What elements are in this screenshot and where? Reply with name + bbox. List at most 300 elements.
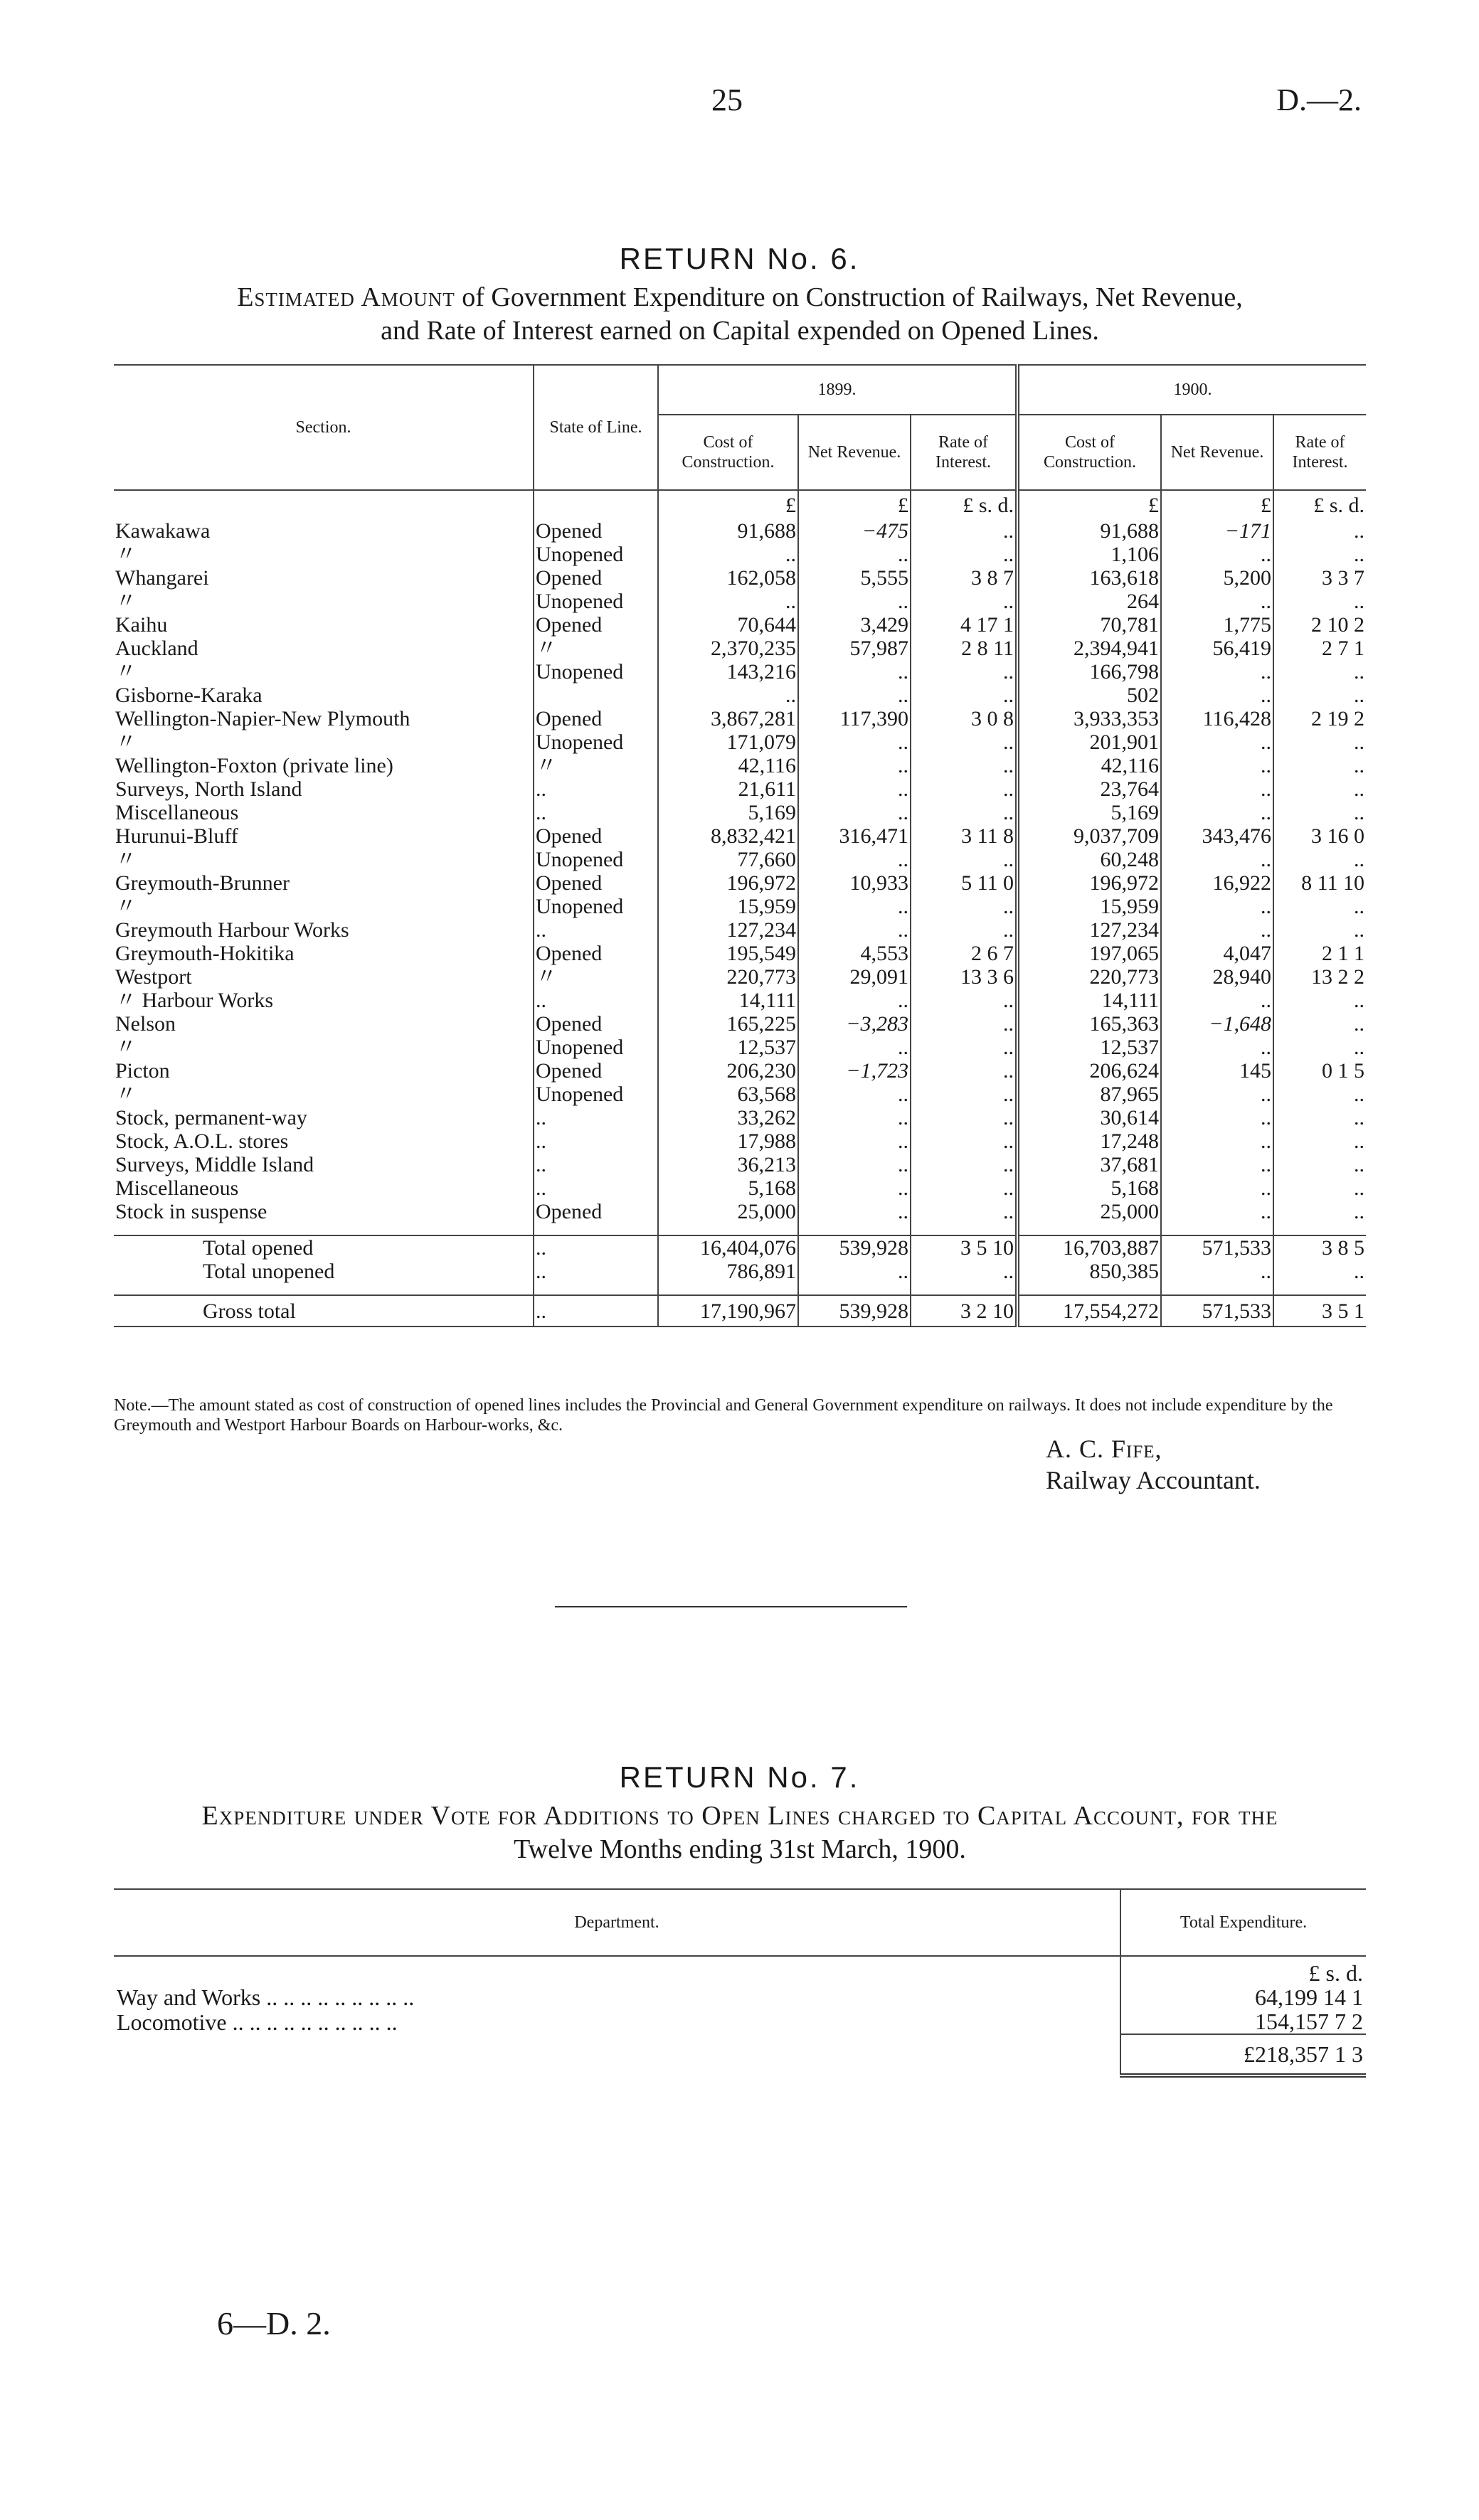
net-1899-cell: 57,987: [798, 637, 911, 660]
table-row: [114, 519, 1366, 543]
table-row: [114, 777, 1366, 801]
section-cell: 〃: [115, 730, 137, 754]
rate-1899-cell: ..: [911, 519, 1017, 543]
cost-1899-cell: 12,537: [658, 1036, 798, 1059]
cost-1900-cell: 165,363: [1017, 1012, 1161, 1036]
rate-1900-cell: 3 8 5: [1273, 1235, 1366, 1260]
state-cell: Opened: [534, 1012, 658, 1036]
rate-1899-cell: ..: [911, 543, 1017, 566]
cost-1899-cell: 220,773: [658, 965, 798, 989]
rate-1900-cell: ..: [1273, 895, 1366, 918]
section-cell: Hurunui-Bluff: [115, 824, 238, 848]
rate-1900-cell: 3 3 7: [1273, 566, 1366, 590]
state-cell: Unopened: [534, 543, 658, 566]
return-7-title: RETURN No. 7.: [619, 1760, 860, 1794]
cost-1900-cell: 12,537: [1017, 1036, 1161, 1059]
rate-1900-cell: ..: [1273, 684, 1366, 707]
rate-1900-cell: ..: [1273, 848, 1366, 871]
net-1900-cell: ..: [1161, 1200, 1273, 1223]
net-1900-cell: ..: [1161, 754, 1273, 777]
table-row: [114, 1200, 1366, 1223]
rate-1899-cell: 2 6 7: [911, 942, 1017, 965]
net-1899-cell: ..: [798, 989, 911, 1012]
cost-1900-cell: 1,106: [1017, 543, 1161, 566]
section-cell: Stock, A.O.L. stores: [115, 1129, 289, 1153]
table-row: [114, 1106, 1366, 1129]
section-cell: Kawakawa: [115, 519, 211, 543]
cost-1900-cell: 14,111: [1017, 989, 1161, 1012]
section-cell: Wellington-Foxton (private line): [115, 754, 393, 777]
section-cell: Gross total: [203, 1299, 296, 1323]
cost-1900-cell: 25,000: [1017, 1200, 1161, 1223]
rate-1899-cell: ..: [911, 1153, 1017, 1176]
net-1899-cell: ..: [798, 1260, 911, 1283]
net-1900-cell: −171: [1161, 519, 1273, 543]
net-1899-cell: ..: [798, 1153, 911, 1176]
cost-1900-cell: 5,168: [1017, 1176, 1161, 1200]
table-row: [114, 754, 1366, 777]
state-cell: Opened: [534, 519, 658, 543]
net-1900-cell: 4,047: [1161, 942, 1273, 965]
table-row: [114, 1985, 1366, 2009]
cost-1900-cell: 30,614: [1017, 1106, 1161, 1129]
rate-1900-cell: ..: [1273, 543, 1366, 566]
net-1899-cell: 539,928: [798, 1295, 911, 1327]
cost-1899-cell: 8,832,421: [658, 824, 798, 848]
cost-1899-cell: 70,644: [658, 613, 798, 637]
section-cell: Miscellaneous: [115, 801, 239, 824]
net-1899-cell: 117,390: [798, 707, 911, 730]
net-1899-cell: 4,553: [798, 942, 911, 965]
cost-1900-cell: 15,959: [1017, 895, 1161, 918]
unit-lsd: £ s. d.: [911, 490, 1017, 519]
rate-1899-cell: ..: [911, 1176, 1017, 1200]
unit-pound: £: [1017, 490, 1161, 519]
department-cell: Locomotive .. .. .. .. .. .. .. .. .. ..: [117, 2009, 398, 2035]
return-6-note: Note.—The amount stated as cost of construction of opened lines includes the Provincial and General Government expenditure on railways. It does not include expenditure by the Greymouth and Westport Harbour Boards on Harbour-works, &c.: [114, 1396, 1333, 1435]
rate-1900-cell: ..: [1273, 1083, 1366, 1106]
cost-1900-cell: 163,618: [1017, 566, 1161, 590]
state-cell: Unopened: [534, 1036, 658, 1059]
section-cell: 〃: [115, 590, 137, 613]
net-1900-cell: −1,648: [1161, 1012, 1273, 1036]
rate-1900-cell: 3 5 1: [1273, 1295, 1366, 1327]
section-cell: 〃: [115, 1083, 137, 1106]
amount-cell: 154,157 7 2: [1120, 2009, 1366, 2034]
rate-1900-cell: ..: [1273, 660, 1366, 684]
section-cell: Miscellaneous: [115, 1176, 239, 1200]
state-cell: 〃: [534, 965, 658, 989]
rate-1900-cell: ..: [1273, 1200, 1366, 1223]
state-cell: Opened: [534, 566, 658, 590]
net-1900-cell: ..: [1161, 777, 1273, 801]
net-1899-cell: ..: [798, 801, 911, 824]
rate-1899-cell: 3 0 8: [911, 707, 1017, 730]
rate-1900-cell: ..: [1273, 989, 1366, 1012]
cost-1899-cell: 195,549: [658, 942, 798, 965]
header-row-1: [114, 365, 1366, 415]
table-row: [114, 965, 1366, 989]
signature-name: A. C. Fife,: [1046, 1435, 1162, 1463]
section-cell: Auckland: [115, 637, 198, 660]
net-1899-cell: 10,933: [798, 871, 911, 895]
gross-total-row: [114, 1295, 1366, 1327]
state-cell: Unopened: [534, 848, 658, 871]
unit-pound: £: [1161, 490, 1273, 519]
section-cell: Greymouth-Hokitika: [115, 942, 295, 965]
section-cell: Greymouth Harbour Works: [115, 918, 349, 942]
net-1899-cell: −3,283: [798, 1012, 911, 1036]
rate-1900-cell: 13 2 2: [1273, 965, 1366, 989]
cost-1899-cell: 206,230: [658, 1059, 798, 1083]
spacer-row: [114, 1223, 1366, 1235]
cost-1900-cell: 502: [1017, 684, 1161, 707]
cost-1899-cell: 171,079: [658, 730, 798, 754]
table-row: [114, 895, 1366, 918]
spacer-row: [114, 1283, 1366, 1295]
cost-1900-cell: 16,703,887: [1017, 1235, 1161, 1260]
rate-1900-cell: ..: [1273, 918, 1366, 942]
units-row: [114, 490, 1366, 519]
cost-1900-cell: 60,248: [1017, 848, 1161, 871]
net-1899-cell: ..: [798, 543, 911, 566]
header-total-expenditure: Total Expenditure.: [1120, 1889, 1366, 1956]
net-1900-cell: 5,200: [1161, 566, 1273, 590]
table-row: [114, 730, 1366, 754]
rate-1900-cell: ..: [1273, 1153, 1366, 1176]
rate-1900-cell: 2 1 1: [1273, 942, 1366, 965]
section-cell: Surveys, North Island: [115, 777, 302, 801]
net-1900-cell: ..: [1161, 590, 1273, 613]
net-1900-cell: ..: [1161, 660, 1273, 684]
rate-1900-cell: ..: [1273, 590, 1366, 613]
rate-1899-cell: ..: [911, 1260, 1017, 1283]
page-number: 25: [711, 83, 743, 117]
cost-1900-cell: 850,385: [1017, 1260, 1161, 1283]
header-cost-1900: Cost of Construction.: [1017, 415, 1161, 490]
net-1900-cell: ..: [1161, 895, 1273, 918]
rate-1899-cell: ..: [911, 660, 1017, 684]
section-cell: Wellington-Napier-New Plymouth: [115, 707, 410, 730]
state-cell: Opened: [534, 1059, 658, 1083]
rate-1899-cell: ..: [911, 918, 1017, 942]
net-1900-cell: 571,533: [1161, 1295, 1273, 1327]
net-1899-cell: ..: [798, 660, 911, 684]
table-row: [114, 660, 1366, 684]
cost-1899-cell: 17,190,967: [658, 1295, 798, 1327]
total-row: [114, 2034, 1366, 2075]
rate-1899-cell: 3 11 8: [911, 824, 1017, 848]
table-row: [114, 684, 1366, 707]
net-1899-cell: ..: [798, 918, 911, 942]
state-cell: Unopened: [534, 660, 658, 684]
rate-1900-cell: ..: [1273, 801, 1366, 824]
rate-1900-cell: 3 16 0: [1273, 824, 1366, 848]
section-cell: Stock, permanent-way: [115, 1106, 307, 1129]
state-cell: Opened: [534, 824, 658, 848]
rate-1899-cell: ..: [911, 1129, 1017, 1153]
net-1900-cell: 16,922: [1161, 871, 1273, 895]
total-row: [114, 1235, 1366, 1260]
cost-1899-cell: 33,262: [658, 1106, 798, 1129]
rate-1899-cell: ..: [911, 590, 1017, 613]
rate-1899-cell: ..: [911, 1106, 1017, 1129]
net-1900-cell: ..: [1161, 1176, 1273, 1200]
section-cell: 〃: [115, 1036, 137, 1059]
department-cell: Way and Works .. .. .. .. .. .. .. .. ..: [117, 1984, 415, 2010]
heading-smallcaps: Estimated Amount: [237, 282, 455, 312]
header-year-1899: 1899.: [658, 365, 1017, 415]
cost-1899-cell: 16,404,076: [658, 1235, 798, 1260]
rate-1900-cell: 2 7 1: [1273, 637, 1366, 660]
section-cell: Kaihu: [115, 613, 168, 637]
cost-1899-cell: 162,058: [658, 566, 798, 590]
table-row: [114, 824, 1366, 848]
net-1900-cell: 28,940: [1161, 965, 1273, 989]
table-row: [114, 801, 1366, 824]
return-7-header: [114, 1889, 1366, 1956]
table-row: [114, 918, 1366, 942]
section-cell: 〃: [115, 895, 137, 918]
state-cell: ..: [534, 777, 658, 801]
state-cell: Opened: [534, 871, 658, 895]
section-cell: Picton: [115, 1059, 170, 1083]
table-row: [114, 1083, 1366, 1106]
heading-line1-rest: of Government Expenditure on Construction of Railways, Net Revenue,: [455, 282, 1243, 312]
rate-1899-cell: ..: [911, 754, 1017, 777]
net-1900-cell: 343,476: [1161, 824, 1273, 848]
net-1900-cell: 116,428: [1161, 707, 1273, 730]
amount-cell: 64,199 14 1: [1120, 1985, 1366, 2009]
state-cell: [534, 684, 658, 707]
heading-line2: and Rate of Interest earned on Capital expended on Opened Lines.: [381, 316, 1099, 346]
rate-1900-cell: ..: [1273, 1012, 1366, 1036]
cost-1899-cell: 3,867,281: [658, 707, 798, 730]
rate-1900-cell: 2 19 2: [1273, 707, 1366, 730]
department-name: Way and Works: [117, 1984, 261, 2010]
net-1900-cell: 571,533: [1161, 1235, 1273, 1260]
cost-1900-cell: 9,037,709: [1017, 824, 1161, 848]
signature-title: Railway Accountant.: [1046, 1466, 1261, 1494]
net-1899-cell: ..: [798, 754, 911, 777]
net-1899-cell: ..: [798, 848, 911, 871]
table-row: [114, 1036, 1366, 1059]
net-1900-cell: 56,419: [1161, 637, 1273, 660]
cost-1900-cell: 220,773: [1017, 965, 1161, 989]
footer-signature-mark: 6—D. 2.: [217, 2305, 331, 2341]
cost-1900-cell: 23,764: [1017, 777, 1161, 801]
net-1899-cell: 3,429: [798, 613, 911, 637]
cost-1900-cell: 197,065: [1017, 942, 1161, 965]
state-cell: ..: [534, 1129, 658, 1153]
rate-1899-cell: ..: [911, 1036, 1017, 1059]
department-name: Locomotive: [117, 2009, 227, 2035]
cost-1900-cell: 91,688: [1017, 519, 1161, 543]
table-row: [114, 1176, 1366, 1200]
state-cell: 〃: [534, 754, 658, 777]
header-cost-1899: Cost of Construction.: [658, 415, 798, 490]
net-1899-cell: ..: [798, 590, 911, 613]
state-cell: ..: [534, 1235, 658, 1260]
state-cell: ..: [534, 1176, 658, 1200]
net-1900-cell: ..: [1161, 989, 1273, 1012]
header-net-1899: Net Revenue.: [798, 415, 911, 490]
net-1900-cell: ..: [1161, 684, 1273, 707]
cost-1899-cell: 165,225: [658, 1012, 798, 1036]
state-cell: Opened: [534, 613, 658, 637]
rate-1899-cell: ..: [911, 684, 1017, 707]
cost-1899-cell: 2,370,235: [658, 637, 798, 660]
cost-1899-cell: 5,169: [658, 801, 798, 824]
section-cell: Stock in suspense: [115, 1200, 267, 1223]
section-cell: 〃: [115, 660, 137, 684]
cost-1900-cell: 196,972: [1017, 871, 1161, 895]
net-1899-cell: −1,723: [798, 1059, 911, 1083]
state-cell: ..: [534, 801, 658, 824]
net-1900-cell: 1,775: [1161, 613, 1273, 637]
total-row: [114, 1260, 1366, 1283]
state-cell: ..: [534, 1153, 658, 1176]
cost-1899-cell: ..: [658, 590, 798, 613]
rate-1900-cell: 8 11 10: [1273, 871, 1366, 895]
section-cell: Whangarei: [115, 566, 209, 590]
header-state: State of Line.: [534, 365, 658, 490]
rate-1899-cell: ..: [911, 801, 1017, 824]
cost-1899-cell: 143,216: [658, 660, 798, 684]
rate-1899-cell: ..: [911, 895, 1017, 918]
rate-1900-cell: ..: [1273, 754, 1366, 777]
section-cell: Nelson: [115, 1012, 176, 1036]
cost-1899-cell: 63,568: [658, 1083, 798, 1106]
header-rate-1900: Rate of Interest.: [1273, 415, 1366, 490]
net-1899-cell: ..: [798, 777, 911, 801]
net-1900-cell: ..: [1161, 1036, 1273, 1059]
total-amount: £218,357 1 3: [1120, 2034, 1366, 2075]
unit-lsd: £ s. d.: [1273, 490, 1366, 519]
signature: [1046, 1433, 1261, 1496]
net-1899-cell: ..: [798, 1129, 911, 1153]
table-row: [114, 613, 1366, 637]
rate-1899-cell: ..: [911, 989, 1017, 1012]
state-cell: Opened: [534, 1200, 658, 1223]
cost-1900-cell: 37,681: [1017, 1153, 1161, 1176]
section-cell: 〃 Harbour Works: [115, 989, 273, 1012]
rate-1899-cell: 13 3 6: [911, 965, 1017, 989]
net-1899-cell: ..: [798, 1200, 911, 1223]
net-1900-cell: ..: [1161, 730, 1273, 754]
rate-1900-cell: ..: [1273, 1036, 1366, 1059]
return-6-heading: [114, 281, 1366, 348]
rate-1899-cell: ..: [911, 777, 1017, 801]
state-cell: Unopened: [534, 1083, 658, 1106]
table-row: [114, 871, 1366, 895]
header-rate-1899: Rate of Interest.: [911, 415, 1017, 490]
net-1900-cell: ..: [1161, 1260, 1273, 1283]
cost-1899-cell: 17,988: [658, 1129, 798, 1153]
rate-1900-cell: ..: [1273, 730, 1366, 754]
net-1900-cell: 145: [1161, 1059, 1273, 1083]
state-cell: Unopened: [534, 590, 658, 613]
cost-1900-cell: 3,933,353: [1017, 707, 1161, 730]
heading-line1: Expenditure under Vote for Additions to Open Lines charged to Capital Account, for the: [201, 1801, 1278, 1831]
section-cell: Gisborne-Karaka: [115, 684, 263, 707]
cost-1900-cell: 206,624: [1017, 1059, 1161, 1083]
table-row: [114, 707, 1366, 730]
section-cell: 〃: [115, 848, 137, 871]
table-row: [114, 2009, 1366, 2034]
net-1900-cell: ..: [1161, 801, 1273, 824]
table-row: [114, 1129, 1366, 1153]
net-1899-cell: ..: [798, 895, 911, 918]
cost-1899-cell: 196,972: [658, 871, 798, 895]
net-1900-cell: ..: [1161, 543, 1273, 566]
net-1900-cell: ..: [1161, 848, 1273, 871]
section-cell: Greymouth-Brunner: [115, 871, 290, 895]
table-row: [114, 1059, 1366, 1083]
cost-1899-cell: 5,168: [658, 1176, 798, 1200]
cost-1899-cell: 786,891: [658, 1260, 798, 1283]
net-1900-cell: ..: [1161, 1153, 1273, 1176]
net-1900-cell: ..: [1161, 1083, 1273, 1106]
rate-1899-cell: 3 8 7: [911, 566, 1017, 590]
rate-1900-cell: 0 1 5: [1273, 1059, 1366, 1083]
state-cell: ..: [534, 918, 658, 942]
state-cell: Opened: [534, 942, 658, 965]
section-cell: 〃: [115, 543, 137, 566]
header-net-1900: Net Revenue.: [1161, 415, 1273, 490]
return-7-heading: [114, 1799, 1366, 1866]
net-1899-cell: ..: [798, 1036, 911, 1059]
table-row: [114, 942, 1366, 965]
return-6-table: [114, 364, 1366, 1327]
units-row: [114, 1956, 1366, 1985]
header-year-1900: 1900.: [1017, 365, 1366, 415]
rate-1900-cell: ..: [1273, 1176, 1366, 1200]
net-1899-cell: ..: [798, 1176, 911, 1200]
rate-1899-cell: 2 8 11: [911, 637, 1017, 660]
cost-1900-cell: 264: [1017, 590, 1161, 613]
rate-1899-cell: ..: [911, 1083, 1017, 1106]
cost-1899-cell: ..: [658, 543, 798, 566]
cost-1900-cell: 17,248: [1017, 1129, 1161, 1153]
rate-1900-cell: ..: [1273, 1129, 1366, 1153]
header-department: Department.: [114, 1889, 1120, 1956]
section-cell: Total unopened: [203, 1260, 335, 1283]
cost-1899-cell: 42,116: [658, 754, 798, 777]
cost-1900-cell: 166,798: [1017, 660, 1161, 684]
state-cell: Opened: [534, 707, 658, 730]
cost-1900-cell: 42,116: [1017, 754, 1161, 777]
net-1899-cell: ..: [798, 1106, 911, 1129]
table-row: [114, 543, 1366, 566]
state-cell: Unopened: [534, 895, 658, 918]
net-1899-cell: ..: [798, 730, 911, 754]
net-1899-cell: −475: [798, 519, 911, 543]
cost-1899-cell: 14,111: [658, 989, 798, 1012]
net-1900-cell: ..: [1161, 918, 1273, 942]
cost-1899-cell: 25,000: [658, 1200, 798, 1223]
rate-1899-cell: 3 2 10: [911, 1295, 1017, 1327]
cost-1899-cell: 21,611: [658, 777, 798, 801]
net-1900-cell: ..: [1161, 1106, 1273, 1129]
rate-1899-cell: ..: [911, 1200, 1017, 1223]
table-row: [114, 566, 1366, 590]
cost-1899-cell: 127,234: [658, 918, 798, 942]
rate-1899-cell: 4 17 1: [911, 613, 1017, 637]
cost-1899-cell: 36,213: [658, 1153, 798, 1176]
table-row: [114, 848, 1366, 871]
return-6-title: RETURN No. 6.: [619, 242, 860, 275]
